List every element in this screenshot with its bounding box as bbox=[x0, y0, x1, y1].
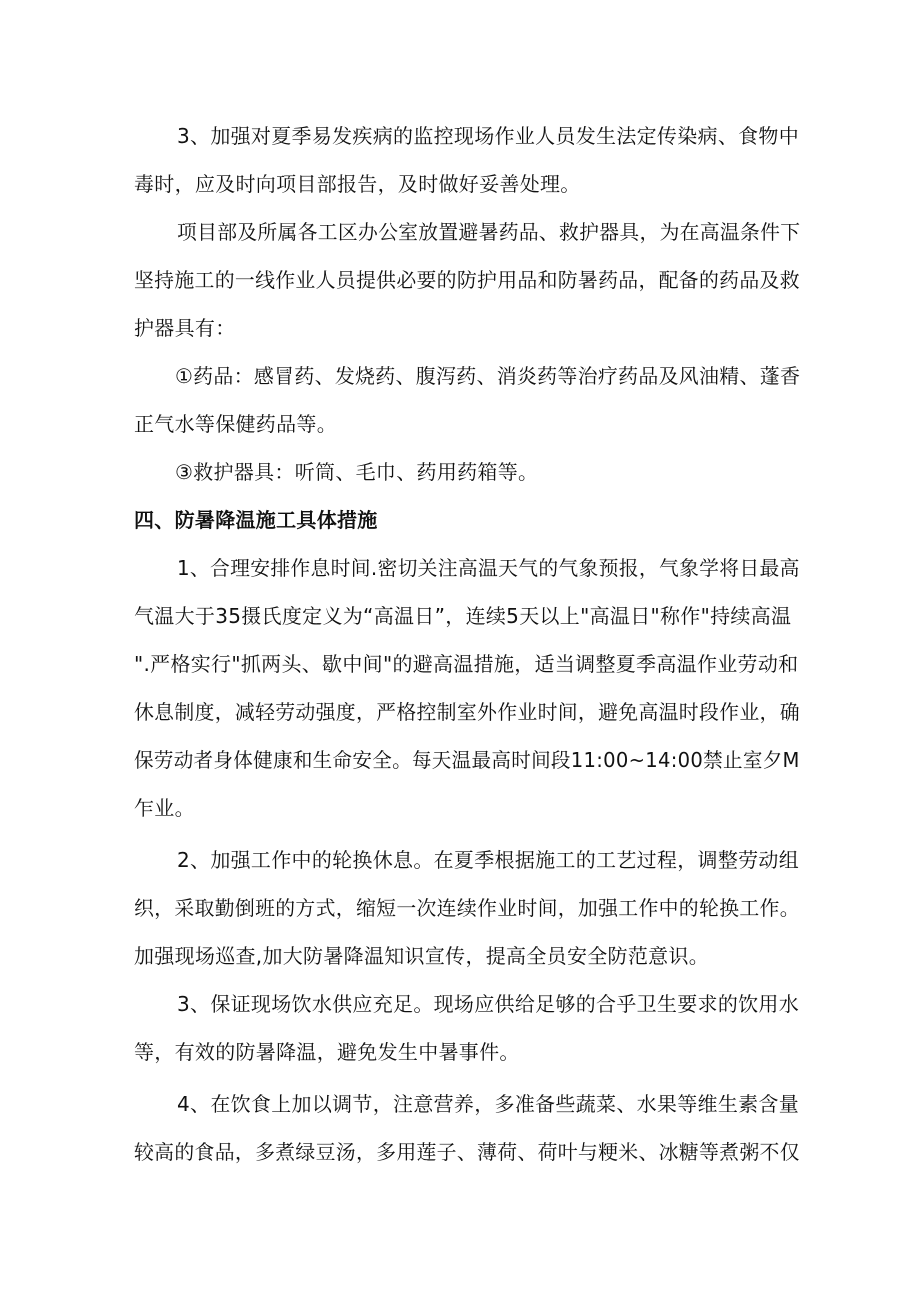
paragraph-line: 3、保证现场饮水供应充足。现场应供给足够的合乎卫生要求的饮用水 bbox=[177, 992, 800, 1016]
paragraph-line: 休息制度，减轻劳动强度，严格控制室外作业时间，避免高温时段作业，确 bbox=[134, 700, 800, 724]
paragraph-line: 气温大于35摄氏度定义为“高温日”，连续5天以上"高温日"称作"持续高温 bbox=[134, 604, 792, 628]
paragraph-line: 较高的食品，多煮绿豆汤，多用莲子、薄荷、荷叶与粳米、冰糖等煮粥不仅 bbox=[134, 1140, 800, 1164]
paragraph-line: 1、合理安排作息时间.密切关注高温天气的气象预报，气象学将日最高 bbox=[177, 556, 800, 580]
paragraph-line: ①药品：感冒药、发烧药、腹泻药、消炎药等治疗药品及风油精、蓬香 bbox=[175, 364, 801, 388]
paragraph-line: 织，采取勤倒班的方式，缩短一次连续作业时间，加强工作中的轮换工作。 bbox=[134, 896, 800, 920]
paragraph-line: ③救护器具：听筒、毛巾、药用药箱等。 bbox=[175, 460, 539, 484]
paragraph-line: 保劳动者身体健康和生命安全。每天温最高时间段11:00~14:00禁止室夕M bbox=[134, 748, 800, 772]
paragraph-line: 加强现场巡查,加大防暑降温知识宣传，提高全员安全防范意识。 bbox=[134, 944, 710, 968]
paragraph-line: 4、在饮食上加以调节，注意营养，多准备些蔬菜、水果等维生素含量 bbox=[177, 1092, 800, 1116]
paragraph-line: ".严格实行"抓两头、歇中间"的避高温措施，适当调整夏季高温作业劳动和 bbox=[134, 652, 799, 676]
paragraph-line: 项目部及所属各工区办公室放置避暑药品、救护器具，为在高温条件下 bbox=[177, 220, 801, 244]
paragraph-line: 护器具有： bbox=[134, 316, 236, 340]
paragraph-line: 乍业。 bbox=[134, 796, 195, 820]
section-heading: 四、防暑降温施工具体措施 bbox=[134, 508, 378, 532]
paragraph-line: 坚持施工的一线作业人员提供必要的防护用品和防暑药品，配备的药品及救 bbox=[134, 268, 800, 292]
paragraph-line: 2、加强工作中的轮换休息。在夏季根据施工的工艺过程，调整劳动组 bbox=[177, 848, 800, 872]
paragraph-line: 毒时，应及时向项目部报告，及时做好妥善处理。 bbox=[134, 172, 581, 196]
paragraph-line: 3、加强对夏季易发疾病的监控现场作业人员发生法定传染病、食物中 bbox=[177, 124, 800, 148]
paragraph-line: 正气水等保健药品等。 bbox=[134, 412, 337, 436]
paragraph-line: 等，有效的防暑降温，避免发生中暑事件。 bbox=[134, 1040, 520, 1064]
